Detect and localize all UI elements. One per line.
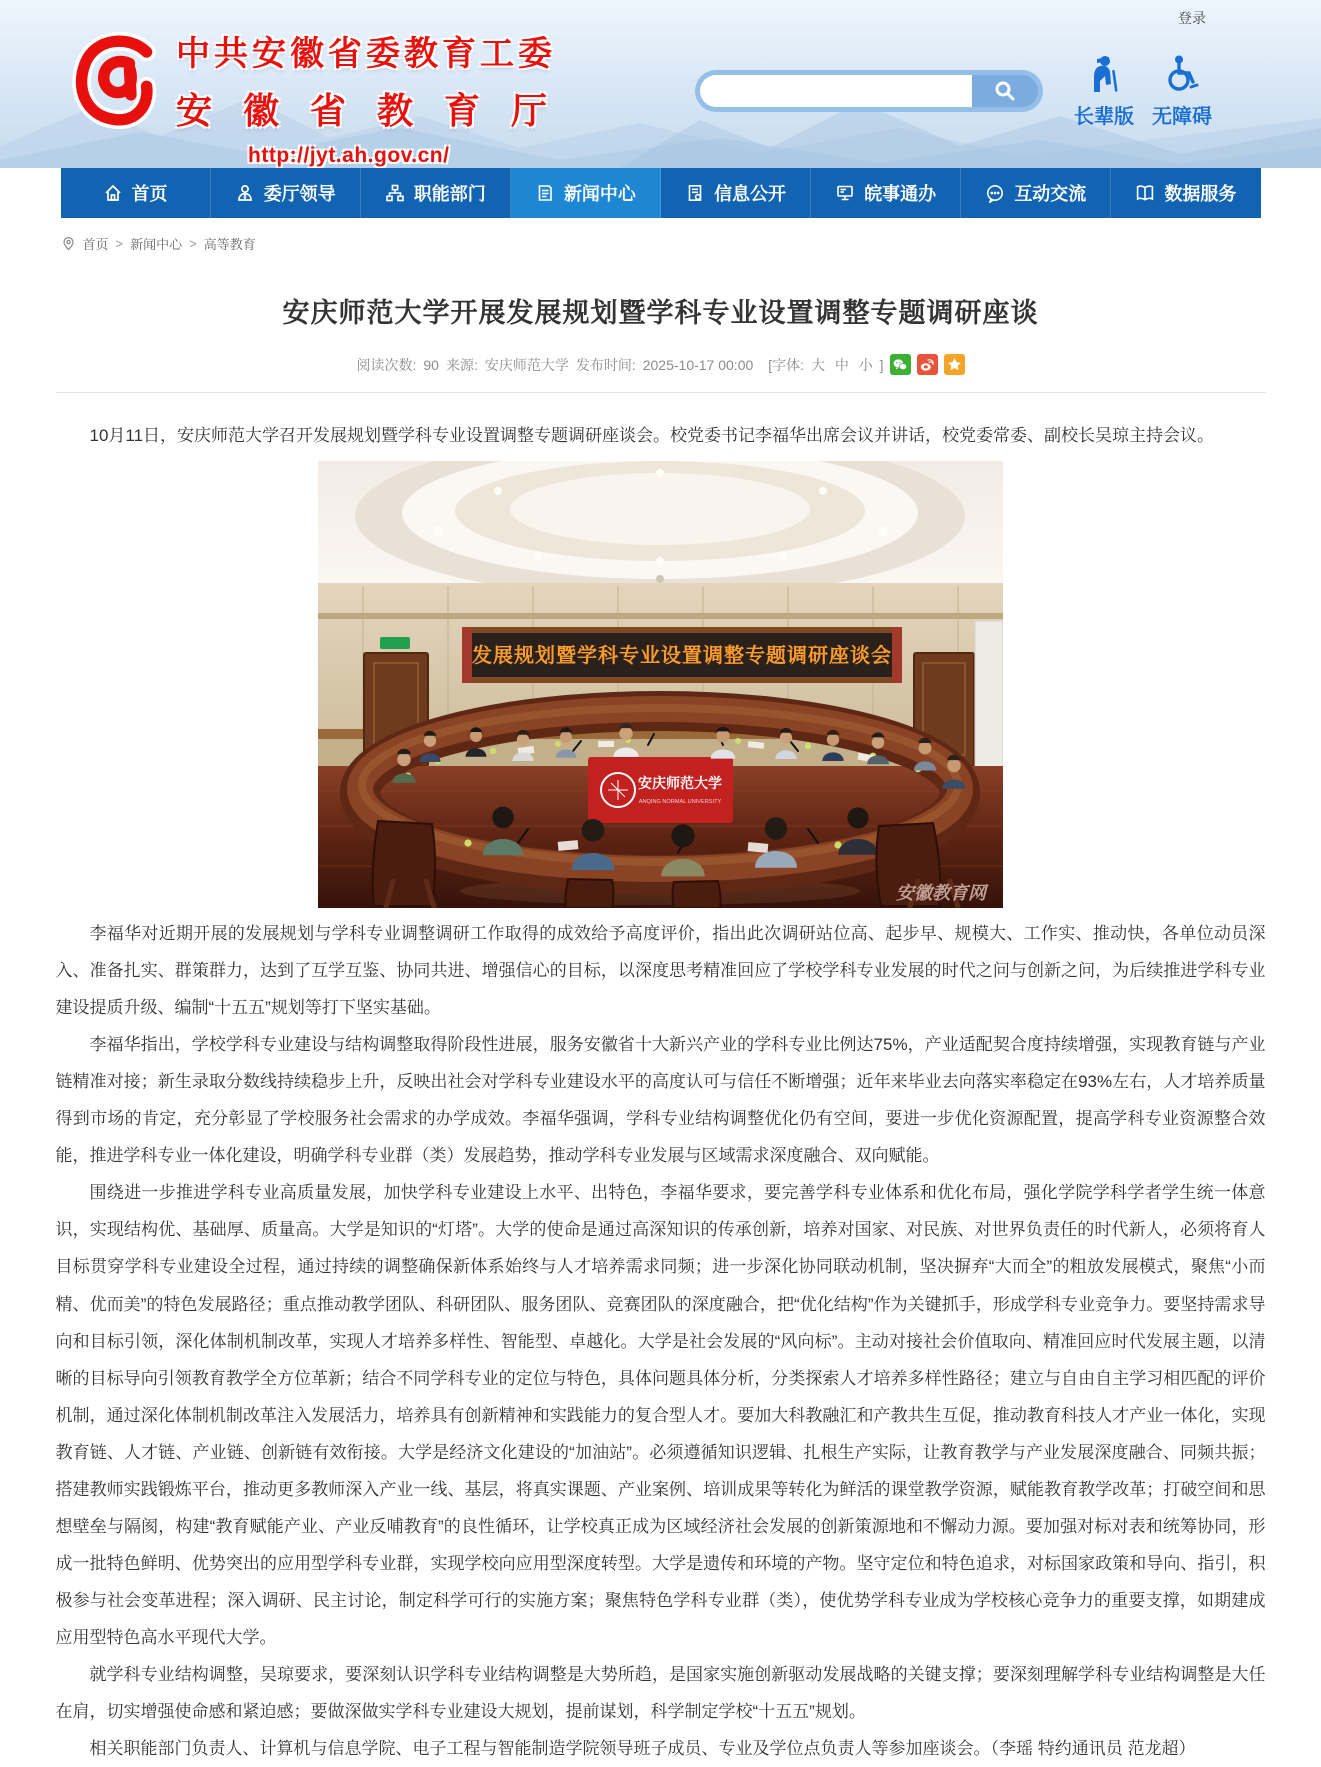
chat-icon [985,183,1005,203]
accessibility-label: 无障碍 [1152,106,1212,128]
favorite-share-button[interactable] [944,354,965,375]
breadcrumb-news-center[interactable]: 新闻中心 [130,237,183,252]
search-bar [695,70,1043,112]
paragraph: 10月11日，安庆师范大学召开发展规划暨学科专业设置调整专题调研座谈会。校党委书记李福华出席会议并讲话，校党委常委、副校长吴琼主持会议。 [89,426,1215,445]
search-button[interactable] [972,75,1038,107]
weibo-icon [919,357,935,373]
person-icon [235,183,255,203]
org-name-line1: 中共安徽省委教育工委 [176,35,556,73]
publish-time-label: 发布时间: [575,356,636,373]
org-chart-icon [385,183,405,203]
article-body [56,417,1266,1767]
nav-label: 职能部门 [413,184,486,204]
article-container [56,291,1266,1767]
star-icon [947,357,962,372]
nav-item-leaders[interactable] [211,168,361,218]
elder-person-icon [1085,54,1123,94]
font-size-prefix: [字体: [768,356,805,373]
main-nav [61,168,1261,218]
paragraph: 围绕进一步推进学科专业高质量发展，加快学科专业建设上水平、出特色，李福华要求，要完善学科专业体系和优化布局，强化学院学科学者学生统一体意识，实现结构优、基础厚、质量高。大学是知识的“灯塔”。大学的使命是通过高深知识的传承创新，培养对国家、对民族、对世界负责任的时代新人，必须将育人目标贯穿学科专业建设全过程，通过持续的调整确保新体系始终与人才培养需求同频；进一步深化协同联动机制，坚决摒弃“大而全”的粗放发展模式，聚焦“小而精、优而美”的特色发展路径；重点推动教学团队、科研团队、服务团队、竞赛团队的深度融合，把“优化结构”作为关键抓手，形成学科专业竞争力。要坚持需求导向和目标引领，深化体制机制改革，实现人才培养多样性、智能型、卓越化。大学是社会发展的“风向标”。主动对接社会价值取向、精准回应时代发展主题，以清晰的目标导向引领教育教学全方位革新；结合不同学科专业的定位与特色，具体问题具体分析，分类探索人才培养多样性路径；建立与自由自主学习相匹配的评价机制，通过深化体制机制改革注入发展活力，培养具有创新精神和实践能力的复合型人才。要加大科教融汇和产教共生互促，推动教育科技人才产业一体化，实现教育链、人才链、产业链、创新链有效衔接。大学是经济文化建设的“加油站”。必须遵循知识逻辑、扎根生产实际，让教育教学与产业发展深度融合、同频共振；搭建教师实践锻炼平台，推动更多教师深入产业一线、基层，将真实课题、产业案例、培训成果等转化为鲜活的课堂教学资源，赋能教育教学改革；打破空间和思想壁垒与隔阂，构建“教育赋能产业、产业反哺教育”的良性循环，让学校真正成为区域经济社会发展的创新策源地和不懈动力源。要加强对标对表和统筹协同，形成一批特色鲜明、优势突出的应用型学科专业群，实现学校向应用型深度转型。大学是遗传和环境的产物。坚守定位和特色追求，对标国家政策和导向、指引，积极参与社会变革进程；深入调研、民主讨论，制定科学可行的实施方案；聚焦特色学科专业群（类），使优势学科专业成为学校核心竞争力的重要支撑，如期建成应用型特色高水平现代大学。 [55,1183,1266,1647]
article-meta [56,354,1266,375]
nav-label: 信息公开 [714,184,787,204]
nav-item-news-center[interactable] [511,168,661,218]
search-icon [993,79,1017,103]
info-doc-icon [685,183,705,203]
photo-watermark: 安徽教育网 [896,883,986,904]
photo-logo-subtitle: ANQING NORMAL UNIVERSITY [638,799,722,806]
article-title: 安庆师范大学开展发展规划暨学科专业设置调整专题调研座谈 [282,298,1039,328]
wheelchair-icon [1162,54,1202,94]
breadcrumb-separator: > [115,236,124,251]
nav-item-home[interactable] [61,168,211,218]
monitor-icon [835,183,855,203]
nav-item-departments[interactable] [361,168,511,218]
login-link[interactable]: 登录 [1178,10,1206,26]
publish-time-value: 2025-10-17 00:00 [642,356,754,373]
breadcrumb [61,234,1261,253]
breadcrumb-separator: > [189,236,197,251]
nav-label: 互动交流 [1014,184,1087,204]
site-logo-icon [72,32,164,132]
font-size-suffix: ] [879,356,884,373]
nav-label: 新闻中心 [563,184,636,204]
source-value: 安庆师范大学 [484,356,569,373]
photo-logo-title: 安庆师范大学 [638,777,722,793]
views-count: 90 [423,356,439,373]
source-label: 来源: [445,356,478,373]
wechat-share-button[interactable] [890,354,911,375]
views-label: 阅读次数: [356,356,417,373]
nav-label: 皖事通办 [864,184,937,204]
breadcrumb-higher-education[interactable]: 高等教育 [203,237,256,252]
article-photo [318,461,1003,908]
font-size-switcher [768,355,883,375]
font-size-large-button[interactable]: 大 [810,356,825,373]
home-icon [103,183,123,203]
elder-version-entry[interactable] [1068,52,1140,129]
paragraph: 李福华对近期开展的发展规划与学科专业调整调研工作取得的成效给予高度评价，指出此次调研站位高、起步早、规模大、工作实、推动快，各单位动员深入、准备扎实、群策群力，达到了互学互鉴、协同共进、增强信心的目标，以深度思考精准回应了学校学科专业发展的时代之问与创新之问，为后续推进学科专业建设提质升级、编制“十五五”规划等打下坚实基础。 [55,924,1266,1018]
nav-item-info-disclosure[interactable] [661,168,811,218]
site-url: http://jyt.ah.gov.cn/ [248,144,450,167]
site-header [0,0,1321,168]
paragraph: 李福华指出，学校学科专业建设与结构调整取得阶段性进展，服务安徽省十大新兴产业的学科专业比例达75%，产业适配契合度持续增强，实现教育链与产业链精准对接；新生录取分数线持续稳步上升，反映出社会对学科专业建设水平的高度认可与信任不断增强；近年来毕业去向落实率稳定在93%左右，人才培养质量得到市场的肯定，充分彰显了学校服务社会需求的办学成效。李福华强调，学科专业结构调整优化仍有空间，要进一步优化资源配置，提高学科专业资源整合效能，推进学科专业一体化建设，明确学科专业群（类）发展趋势，推动学科专业发展与区域需求深度融合、双向赋能。 [55,1035,1266,1166]
weibo-share-button[interactable] [917,354,938,375]
paragraph: 相关职能部门负责人、计算机与信息学院、电子工程与智能制造学院领导班子成员、专业及学位点负责人等参加座谈会。（李瑶 特约通讯员 范龙超） [89,1739,1196,1759]
paragraph: 就学科专业结构调整，吴琼要求，要深刻认识学科专业结构调整是大势所趋，是国家实施创新驱动发展战略的关键支撑；要深刻理解学科专业结构调整是大任在肩，切实增强使命感和紧迫感；要做深做实学科专业建设大规划，提前谋划，科学制定学校“十五五”规划。 [55,1664,1266,1722]
nav-item-interaction[interactable] [961,168,1111,218]
font-size-small-button[interactable]: 小 [858,356,873,373]
wechat-icon [892,357,908,373]
nav-label: 委厅领导 [263,184,336,204]
location-pin-icon [61,236,76,251]
breadcrumb-home[interactable]: 首页 [82,237,109,252]
nav-label: 数据服务 [1164,184,1237,204]
accessibility-entry[interactable] [1146,52,1218,129]
news-doc-icon [535,183,555,203]
meta-divider [56,392,1266,393]
book-icon [1135,183,1155,203]
nav-item-data-service[interactable] [1111,168,1260,218]
nav-label: 首页 [131,184,168,204]
org-name-line2: 安徽省教育厅 [176,90,579,131]
photo-banner-text: 发展规划暨学科专业设置调整专题调研座谈会 [472,645,892,668]
font-size-medium-button[interactable]: 中 [834,356,849,373]
elder-version-label: 长辈版 [1074,106,1134,128]
search-input[interactable] [700,75,972,107]
nav-item-service[interactable] [811,168,961,218]
